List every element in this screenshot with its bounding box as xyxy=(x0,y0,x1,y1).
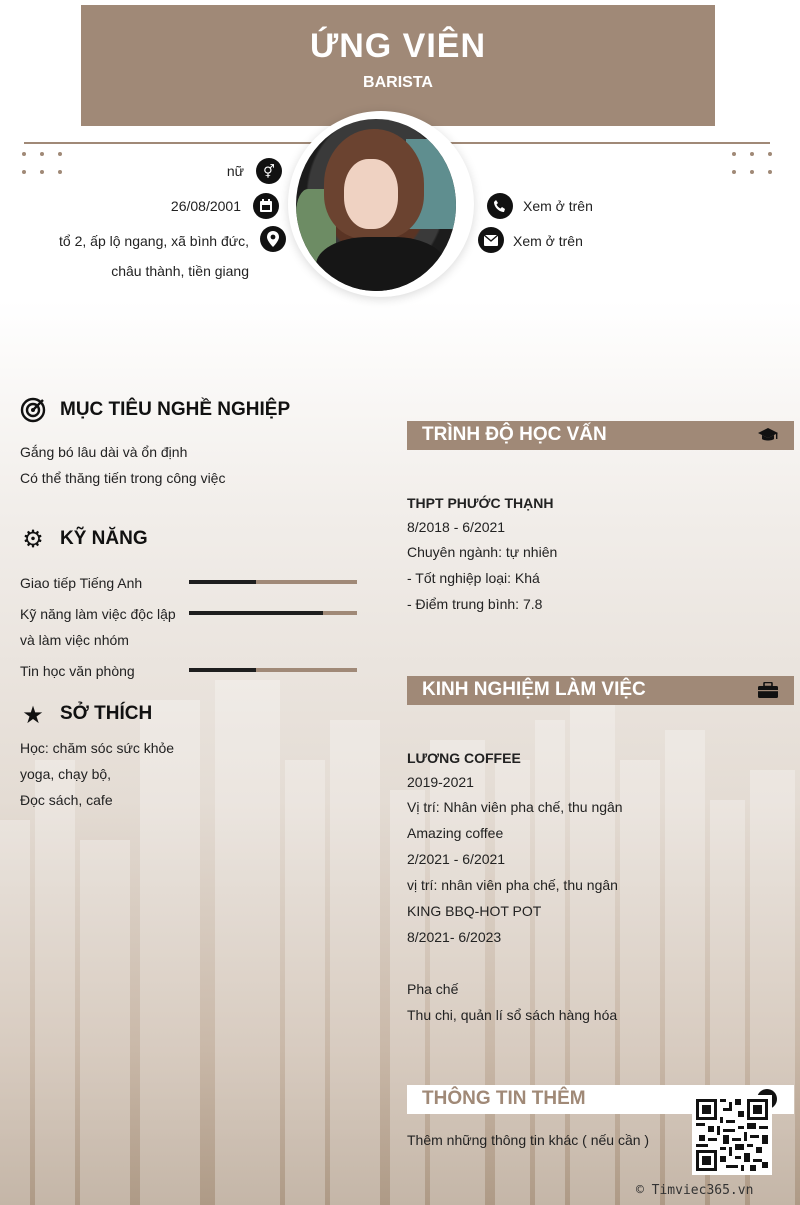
candidate-name: ỨNG VIÊN xyxy=(309,27,486,65)
briefcase-icon xyxy=(758,682,778,700)
education-line: - Điểm trung bình: 7.8 xyxy=(407,596,543,612)
phone-icon xyxy=(487,193,513,219)
experience-title: KINH NGHIỆM LÀM VIỆC xyxy=(422,679,646,700)
skill-name: Giao tiếp Tiếng Anh xyxy=(20,575,143,591)
email-text: Xem ở trên xyxy=(513,233,583,249)
qr-code xyxy=(692,1095,772,1175)
skills-title: KỸ NĂNG xyxy=(60,528,148,549)
education-line: Chuyên ngành: tự nhiên xyxy=(407,544,558,560)
education-line: - Tốt nghiệp loại: Khá xyxy=(407,570,540,586)
school-name: THPT PHƯỚC THẠNH xyxy=(407,495,554,511)
avatar xyxy=(296,119,456,291)
phone-text: Xem ở trên xyxy=(523,198,593,214)
skill-name: Tin học văn phòng xyxy=(20,663,135,679)
location-pin-icon xyxy=(260,226,286,252)
address-line1: tổ 2, ấp lộ ngang, xã bình đức, xyxy=(59,233,249,249)
gender-text: nữ xyxy=(226,163,244,179)
decorative-dots-left xyxy=(22,152,62,176)
experience-line: Amazing coffee xyxy=(407,825,504,841)
experience-line: 8/2021- 6/2023 xyxy=(407,929,502,945)
birthdate-text: 26/08/2001 xyxy=(170,198,241,214)
graduation-cap-icon xyxy=(758,427,778,445)
skill-level-bar xyxy=(189,668,357,672)
company-name: LƯƠNG COFFEE xyxy=(407,750,521,766)
decorative-dots-right xyxy=(732,152,772,176)
objective-line: Có thể thăng tiến trong công việc xyxy=(20,470,226,486)
envelope-icon xyxy=(478,227,504,253)
objective-title: MỤC TIÊU NGHỀ NGHIỆP xyxy=(60,399,291,420)
experience-line: KING BBQ-HOT POT xyxy=(407,903,542,919)
gear-icon: ⚙ xyxy=(22,525,44,553)
experience-line: 2019-2021 xyxy=(407,774,474,790)
skill-name: Kỹ năng làm việc độc lập xyxy=(20,606,176,622)
header-banner xyxy=(81,5,715,126)
skill-level-bar xyxy=(189,580,357,584)
experience-line: 2/2021 - 6/2021 xyxy=(407,851,506,867)
footer-credit: © Timviec365.vn xyxy=(636,1183,754,1198)
experience-line: vị trí: nhân viên pha chế, thu ngân xyxy=(407,877,618,893)
job-title: BARISTA xyxy=(363,74,433,91)
education-header xyxy=(407,421,794,450)
hobbies-title: SỞ THÍCH xyxy=(60,703,153,724)
hobby-line: Học: chăm sóc sức khỏe xyxy=(20,740,175,756)
target-icon xyxy=(20,397,46,423)
additional-title: THÔNG TIN THÊM xyxy=(422,1088,586,1109)
skill-level-bar xyxy=(189,611,357,615)
address-line2: châu thành, tiền giang xyxy=(111,263,249,279)
calendar-icon xyxy=(253,193,279,219)
hobby-line: yoga, chạy bộ, xyxy=(20,766,112,782)
star-icon: ★ xyxy=(22,701,44,729)
experience-line: Vị trí: Nhân viên pha chế, thu ngân xyxy=(407,799,623,815)
education-line: 8/2018 - 6/2021 xyxy=(407,519,506,535)
additional-text: Thêm những thông tin khác ( nếu cần ) xyxy=(407,1132,650,1148)
skill-name: và làm việc nhóm xyxy=(20,632,129,648)
gender-icon: ⚥ xyxy=(256,158,282,184)
hobby-line: Đọc sách, cafe xyxy=(20,792,113,808)
objective-line: Gắng bó lâu dài và ổn định xyxy=(20,444,188,460)
education-title: TRÌNH ĐỘ HỌC VẤN xyxy=(422,424,607,445)
experience-header xyxy=(407,676,794,705)
experience-line: Thu chi, quản lí sổ sách hàng hóa xyxy=(407,1007,618,1023)
experience-line: Pha chế xyxy=(407,981,459,997)
